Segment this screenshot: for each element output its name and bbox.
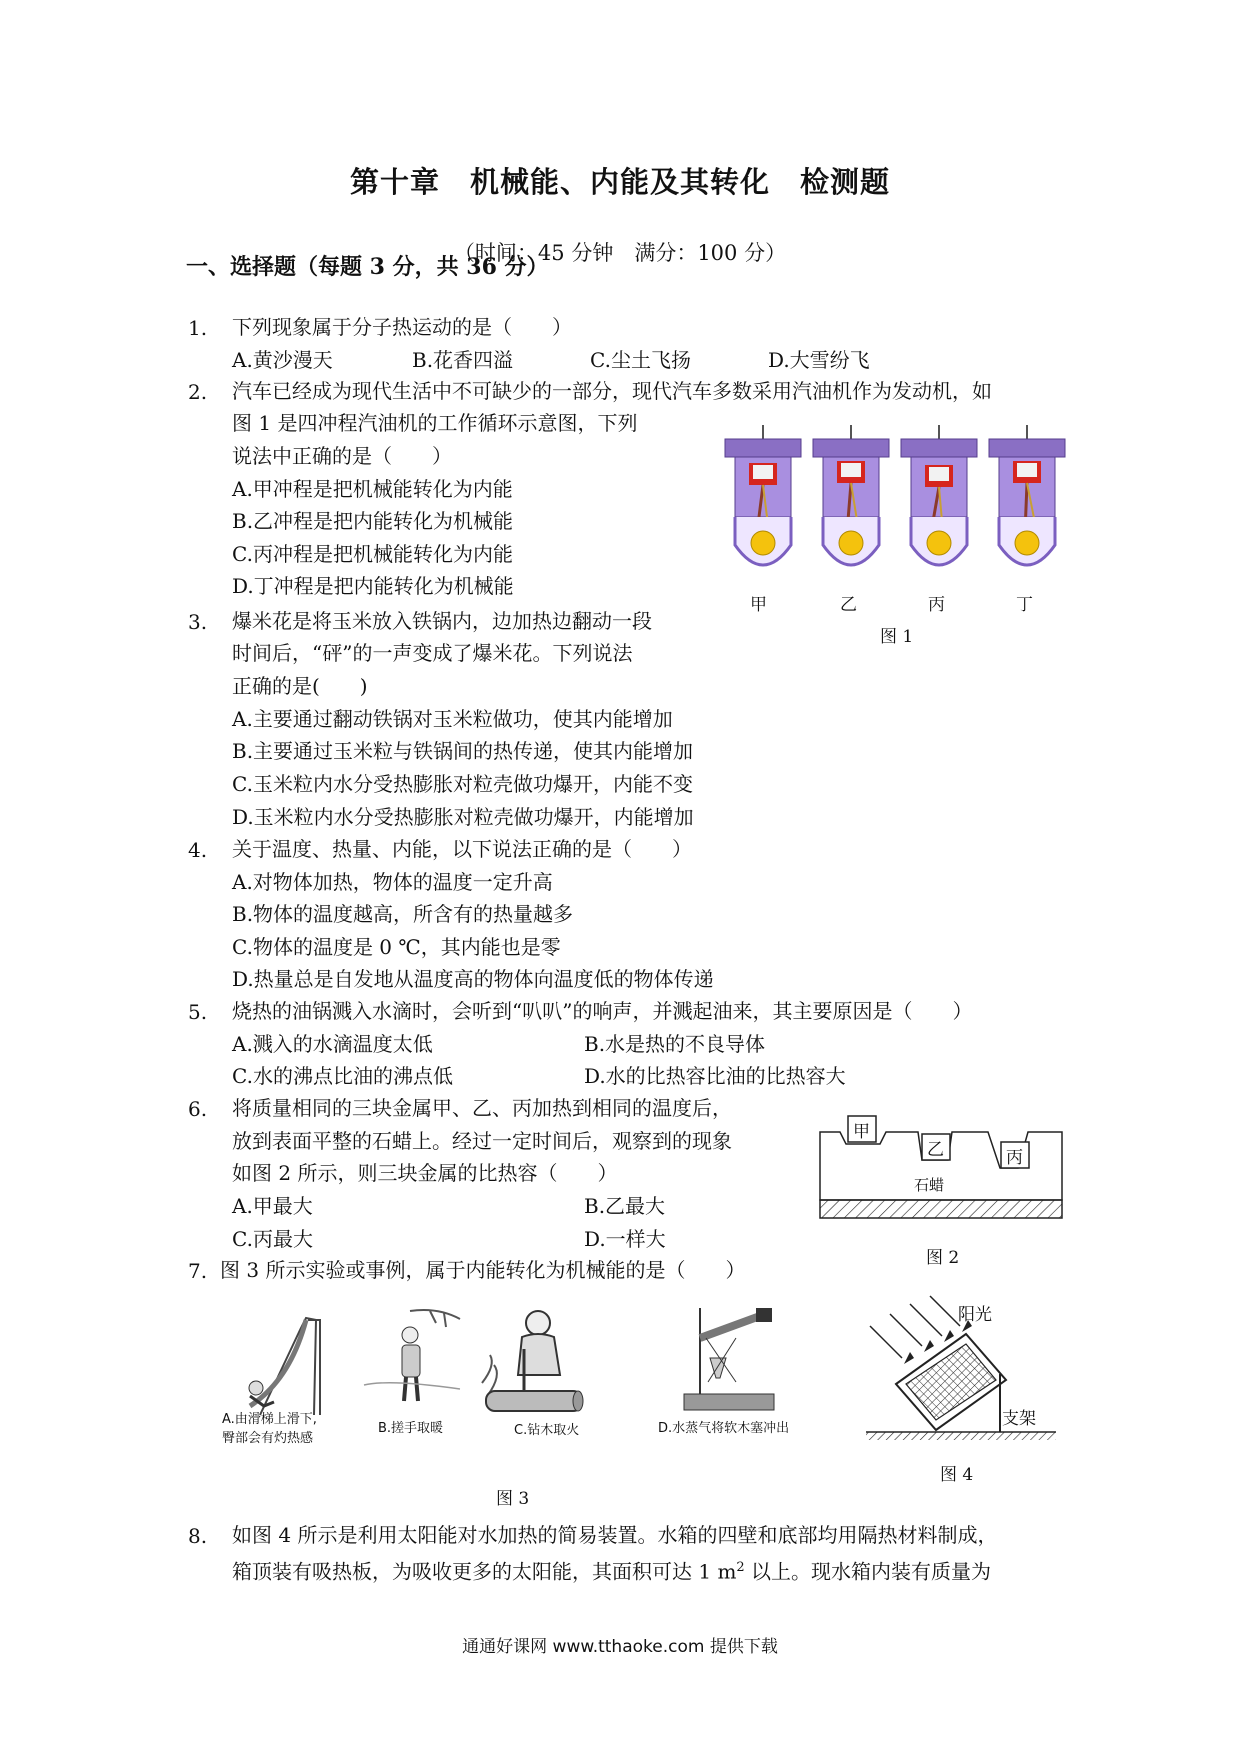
q4-option-a: A.对物体加热，物体的温度一定升高	[232, 870, 553, 894]
q4-number: 4.	[188, 838, 208, 862]
q6-option-a: A.甲最大	[232, 1194, 313, 1218]
q7-number: 7.	[188, 1259, 208, 1283]
q3-stem-line1: 爆米花是将玉米放入铁锅内，边加热边翻动一段	[232, 609, 652, 633]
fig3a-caption-line2: 臀部会有灼热感	[222, 1431, 314, 1446]
q6-option-c: C.丙最大	[232, 1227, 313, 1251]
fig1-caption: 图 1	[880, 627, 914, 647]
q8-number: 8.	[188, 1524, 208, 1548]
q2-stem-line2: 图 1 是四冲程汽油机的工作循环示意图，下列	[232, 411, 638, 435]
q8-area-exponent: 2	[736, 1560, 745, 1575]
fig4-sunlight-label: 阳光	[958, 1305, 992, 1325]
q5-option-c: C.水的沸点比油的沸点低	[232, 1064, 453, 1088]
q6-option-b: B.乙最大	[584, 1194, 666, 1218]
q6-option-d: D.一样大	[584, 1227, 666, 1251]
fig2-label-jia: 甲	[853, 1122, 870, 1142]
engine-stroke-2	[813, 425, 889, 565]
fig2-label-yi: 乙	[927, 1140, 944, 1160]
q6-number: 6.	[188, 1097, 208, 1121]
q5-option-d: D.水的比热容比油的比热容大	[584, 1064, 846, 1088]
engine-stroke-3	[901, 425, 977, 565]
fig1-label-2: 乙	[840, 595, 857, 615]
section-heading: 一、选择题（每题 3 分，共 36 分）	[186, 254, 549, 280]
q3-option-d: D.玉米粒内水分受热膨胀对粒壳做功爆开，内能增加	[232, 805, 694, 829]
q1-number: 1.	[188, 316, 208, 340]
fig2-caption: 图 2	[926, 1248, 960, 1268]
fig1-label-1: 甲	[750, 595, 767, 615]
fig1-label-4: 丁	[1016, 595, 1033, 615]
fig3d-caption: D.水蒸气将软木塞冲出	[658, 1421, 790, 1436]
q1-option-b: B.花香四溢	[412, 348, 514, 372]
q2-option-a: A.甲冲程是把机械能转化为内能	[232, 477, 513, 501]
figure-3c-drill-wood	[478, 1305, 588, 1420]
page-title: 第十章 机械能、内能及其转化 检测题	[349, 165, 890, 199]
fig3a-caption-line1: A.由滑梯上滑下,	[222, 1412, 317, 1427]
figure-3b-rub-hands	[360, 1305, 470, 1415]
q8-stem-line2-b: 以上。现水箱内装有质量为	[744, 1559, 992, 1584]
q5-stem: 烧热的油锅溅入水滴时，会听到“叭叭”的响声，并溅起油来，其主要原因是（ ）	[232, 999, 973, 1023]
q3-number: 3.	[188, 610, 208, 634]
q8-stem-line2-a: 箱顶装有吸热板，为吸收更多的太阳能，其面积可达 1 m	[232, 1559, 737, 1584]
q6-stem-line3: 如图 2 所示，则三块金属的比热容（ ）	[232, 1161, 618, 1185]
q5-number: 5.	[188, 1000, 208, 1024]
q6-stem-line1: 将质量相同的三块金属甲、乙、丙加热到相同的温度后，	[232, 1096, 732, 1120]
fig2-wax-label: 石蜡	[914, 1176, 945, 1194]
q2-stem-line3: 说法中正确的是（ ）	[232, 444, 452, 468]
q3-option-a: A.主要通过翻动铁锅对玉米粒做功，使其内能增加	[232, 707, 673, 731]
exam-info: （时间：45 分钟 满分：100 分）	[453, 241, 787, 265]
q2-option-b: B.乙冲程是把内能转化为机械能	[232, 509, 514, 533]
q4-option-d: D.热量总是自发地从温度高的物体向温度低的物体传递	[232, 967, 714, 991]
fig3b-caption: B.搓手取暖	[378, 1421, 444, 1436]
figure-3a-slide	[230, 1310, 340, 1420]
q8-stem-line1: 如图 4 所示是利用太阳能对水加热的简易装置。水箱的四壁和底部均用隔热材料制成，	[232, 1523, 998, 1547]
q1-option-c: C.尘土飞扬	[590, 348, 691, 372]
q2-stem-line1: 汽车已经成为现代生活中不可缺少的一部分，现代汽车多数采用汽油机作为发动机，如	[232, 379, 992, 403]
figure-3d-steam-cork	[680, 1298, 790, 1418]
q5-option-a: A.溅入的水滴温度太低	[232, 1032, 433, 1056]
q2-option-d: D.丁冲程是把内能转化为机械能	[232, 574, 514, 598]
q3-stem-line3: 正确的是( )	[232, 674, 368, 698]
q1-stem: 下列现象属于分子热运动的是（ ）	[232, 315, 572, 339]
q8-stem-line2	[232, 1553, 991, 1587]
q3-stem-line2: 时间后，“砰”的一声变成了爆米花。下列说法	[232, 641, 633, 665]
q3-option-b: B.主要通过玉米粒与铁锅间的热传递，使其内能增加	[232, 739, 694, 763]
engine-stroke-4	[989, 425, 1065, 565]
q1-option-a: A.黄沙漫天	[232, 348, 333, 372]
fig1-label-3: 丙	[928, 595, 945, 615]
q4-option-b: B.物体的温度越高，所含有的热量越多	[232, 902, 574, 926]
fig4-stand-label: 支架	[1002, 1409, 1036, 1429]
fig4-caption: 图 4	[940, 1465, 974, 1485]
figure-1-engine-cycle	[718, 425, 1078, 605]
q6-stem-line2: 放到表面平整的石蜡上。经过一定时间后，观察到的现象	[232, 1129, 732, 1153]
fig3-caption: 图 3	[496, 1489, 530, 1509]
q3-option-c: C.玉米粒内水分受热膨胀对粒壳做功爆开，内能不变	[232, 772, 693, 796]
q2-number: 2.	[188, 380, 208, 404]
page-footer: 通通好课网 www.tthaoke.com 提供下载	[462, 1637, 778, 1657]
q5-option-b: B.水是热的不良导体	[584, 1032, 766, 1056]
fig3c-caption: C.钻木取火	[514, 1423, 580, 1438]
q2-option-c: C.丙冲程是把机械能转化为内能	[232, 542, 513, 566]
q1-option-d: D.大雪纷飞	[768, 348, 870, 372]
fig2-label-bing: 丙	[1006, 1148, 1023, 1168]
q7-stem: 图 3 所示实验或事例，属于内能转化为机械能的是（ ）	[220, 1258, 746, 1282]
engine-stroke-1	[725, 425, 801, 565]
q4-option-c: C.物体的温度是 0 ℃，其内能也是零	[232, 935, 561, 959]
q4-stem: 关于温度、热量、内能，以下说法正确的是（ ）	[232, 837, 692, 861]
